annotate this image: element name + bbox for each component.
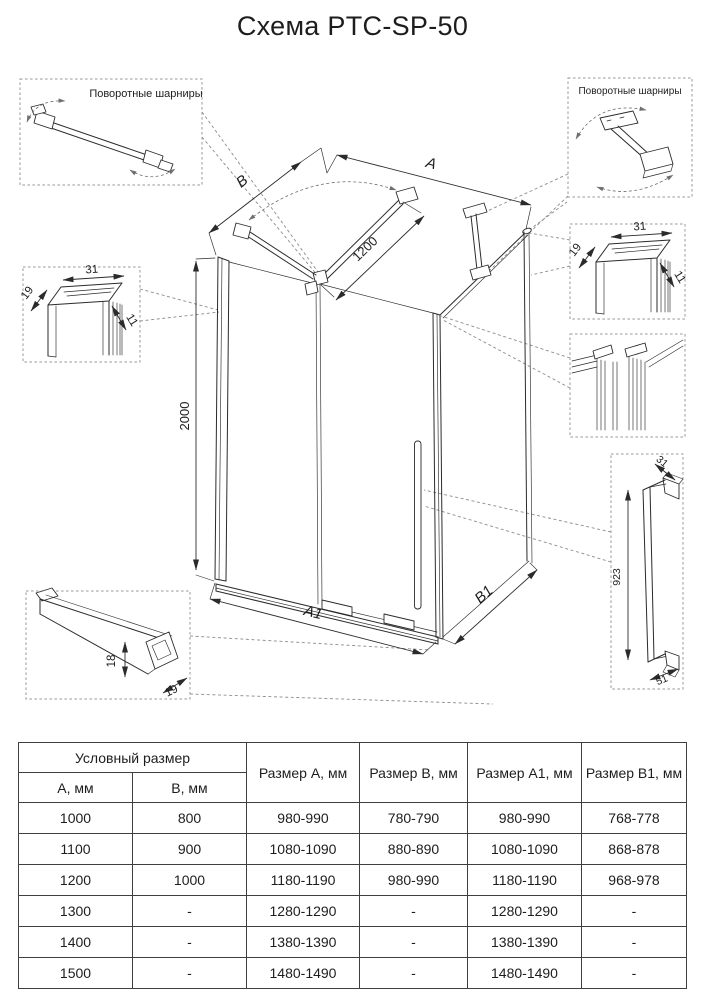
table-cell: 868-878	[582, 834, 687, 865]
sliding-door-panel	[316, 283, 437, 632]
table-row	[18, 865, 686, 896]
header-size-b1: Размер В1, мм	[582, 743, 687, 803]
dim-b1-label: B1	[471, 582, 497, 608]
table-cell: 1380-1390	[247, 927, 360, 958]
callout-rail-detail	[26, 588, 190, 700]
profile-left-11: 11	[123, 312, 140, 329]
header-a-mm: А, мм	[18, 773, 132, 803]
table-cell: -	[582, 896, 687, 927]
callout-hinge-right	[568, 78, 692, 197]
header-size-a1: Размер А1, мм	[468, 743, 582, 803]
door-handle	[415, 441, 422, 609]
table-row	[18, 803, 686, 834]
table-row	[18, 834, 686, 865]
schematic-drawing	[0, 44, 705, 732]
bar-end-mount	[233, 223, 251, 239]
dim-A	[337, 154, 531, 229]
table-cell: -	[132, 927, 246, 958]
bottom-rail	[216, 584, 438, 644]
handle-51: 51	[654, 672, 670, 688]
callout-profile-right	[567, 221, 688, 319]
door-guide-1	[322, 600, 352, 616]
seal-block-2	[625, 343, 647, 357]
table-cell: 1180-1190	[468, 865, 582, 896]
leader-lines	[140, 112, 611, 704]
handle-923: 923	[611, 568, 623, 586]
bracket-plate	[463, 203, 487, 218]
hinge-left-label: Поворотные шарниры	[89, 88, 203, 100]
handle-cap-bottom	[665, 651, 679, 670]
page-title: Схема PTC-SP-50	[236, 11, 469, 41]
table-cell: -	[582, 958, 687, 989]
left-wall-profile	[215, 257, 229, 581]
table-cell: 1280-1290	[468, 896, 582, 927]
dim-1200	[321, 202, 424, 300]
table-cell: 800	[132, 803, 246, 834]
support-bar	[233, 182, 418, 295]
bar-wall-mount	[396, 187, 418, 204]
table-cell: 900	[132, 834, 246, 865]
dim-a-label: A	[424, 154, 439, 174]
table-cell: 1400	[18, 927, 132, 958]
table-cell: 1280-1290	[247, 896, 360, 927]
table-cell: 1300	[18, 896, 132, 927]
table-row	[18, 896, 686, 927]
dim-2000	[177, 258, 215, 581]
table-cell: -	[582, 927, 687, 958]
table-cell: 780-790	[360, 803, 468, 834]
handle-31: 31	[653, 453, 671, 471]
table-cell: 1200	[18, 865, 132, 896]
corner-post	[433, 313, 443, 639]
rail-end-tab	[36, 588, 58, 601]
table-cell: -	[360, 896, 468, 927]
table-cell: 1180-1190	[247, 865, 360, 896]
profile-left-31: 31	[84, 263, 99, 277]
callout-hinge-left	[20, 79, 203, 185]
handle-cap-top	[663, 478, 679, 499]
seal-block-1	[593, 345, 613, 359]
callout-profile-left	[19, 264, 140, 362]
enclosure	[215, 182, 532, 644]
table-cell: -	[132, 896, 246, 927]
header-nominal-size: Условный размер	[18, 743, 246, 773]
profile-right-31: 31	[632, 220, 647, 234]
hinge-left-cap-2	[158, 160, 173, 172]
header-size-b: Размер В, мм	[360, 743, 468, 803]
table-cell: 1500	[18, 958, 132, 989]
bracket-foot	[470, 265, 491, 280]
bar-hinge-block-2	[305, 281, 318, 295]
fixed-glass-panel	[229, 262, 322, 605]
table-cell: 1480-1490	[247, 958, 360, 989]
table-cell: 980-990	[468, 803, 582, 834]
profile-left-19: 19	[18, 284, 37, 302]
dim-a1-label: A1	[302, 602, 325, 624]
side-glass-panel	[440, 232, 529, 637]
table-cell: 1100	[18, 834, 132, 865]
table-row	[18, 958, 686, 989]
table-cell: 968-978	[582, 865, 687, 896]
table-cell: 980-990	[247, 803, 360, 834]
table-row	[18, 927, 686, 958]
rail-cross-section	[146, 632, 178, 669]
table-cell: 1000	[132, 865, 246, 896]
table-cell: 1480-1490	[468, 958, 582, 989]
table-cell: 1080-1090	[247, 834, 360, 865]
table-cell: 1000	[18, 803, 132, 834]
dim-B	[209, 148, 337, 255]
table-cell: 1380-1390	[468, 927, 582, 958]
rail-18: 18	[106, 654, 118, 668]
dim-b-label: B	[233, 171, 252, 192]
profile-right-11: 11	[671, 269, 688, 286]
header-b-mm: В, мм	[132, 773, 246, 803]
dim-1200-label: 1200	[349, 233, 381, 265]
table-cell: -	[360, 927, 468, 958]
hinge-right-label: Поворотные шарниры	[578, 86, 682, 97]
table-cell: 980-990	[360, 865, 468, 896]
table-cell: -	[360, 958, 468, 989]
table-cell: 1080-1090	[468, 834, 582, 865]
table-cell: 768-778	[582, 803, 687, 834]
table-cell: 880-890	[360, 834, 468, 865]
callout-seal-detail	[570, 334, 685, 437]
size-table	[18, 742, 687, 989]
rail-19: 19	[163, 683, 181, 700]
table-cell: -	[132, 958, 246, 989]
dim-2000-label: 2000	[177, 401, 192, 431]
dim-B1	[443, 563, 537, 644]
profile-right-19: 19	[566, 241, 585, 259]
dimensions	[177, 148, 537, 654]
wall-bracket	[463, 203, 491, 280]
header-size-a: Размер А, мм	[247, 743, 360, 803]
callout-handle-detail	[611, 453, 683, 689]
